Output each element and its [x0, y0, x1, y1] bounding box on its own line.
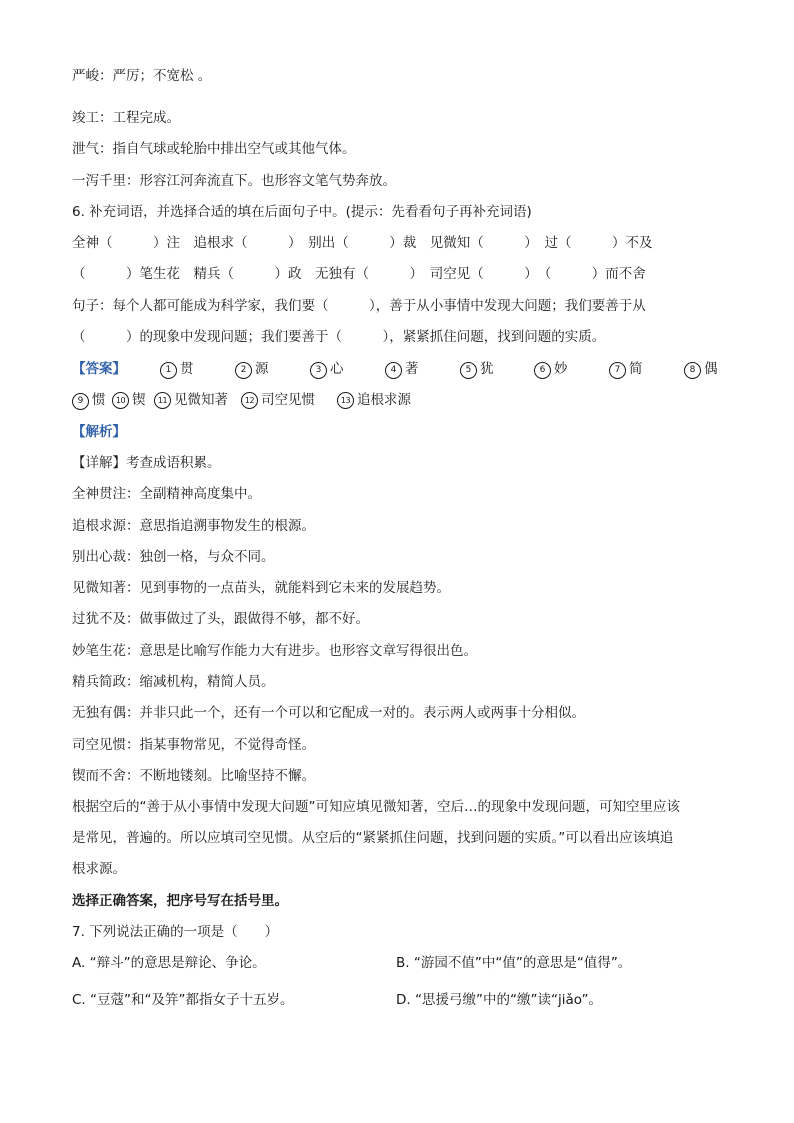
circled-number: 4: [385, 362, 402, 379]
idiom-definition: 妙笔生花：意思是比喻写作能力大有进步。也形容文章写得很出色。: [72, 643, 477, 659]
definition-line: 严峻：严厉；不宽松 。: [72, 68, 212, 84]
analysis-label: 【解析】: [72, 424, 126, 440]
circled-number: 12: [241, 392, 258, 409]
answer-item: 1 贯: [160, 359, 194, 379]
answer-item: 5 犹: [460, 359, 494, 379]
answer-item: 13 追根求源: [337, 390, 411, 410]
idiom-definition: 司空见惯：指某事物常见，不觉得奇怪。: [72, 737, 315, 753]
question-7-title: 7. 下列说法正确的一项是（ ）: [72, 924, 279, 940]
circled-number: 7: [609, 362, 626, 379]
idiom-definition: 锲而不舍：不断地镂刻。比喻坚持不懈。: [72, 768, 315, 784]
option-b: B. “游园不值”中“值”的意思是“值得”。: [396, 955, 632, 971]
answer-item: 10 锲: [112, 390, 146, 410]
idiom-definition: 无独有偶：并非只此一个，还有一个可以和它配成一对的。表示两人或两事十分相似。: [72, 705, 585, 721]
analysis-detail: 【详解】考查成语积累。: [72, 455, 221, 471]
idiom-definition: 别出心裁：独创一格，与众不同。: [72, 549, 275, 565]
answer-item: 11 见微知著: [154, 390, 228, 410]
analysis-conclusion: 根求源。: [72, 861, 126, 877]
idiom-definition: 追根求源：意思指追溯事物发生的根源。: [72, 518, 315, 534]
answer-item: 3 心: [310, 359, 344, 379]
answer-item: 2 源: [235, 359, 269, 379]
circled-number: 9: [72, 393, 89, 410]
answer-item: 8 偶: [684, 359, 718, 379]
circled-number: 5: [460, 362, 477, 379]
answer-item: 12 司空见惯: [241, 390, 315, 410]
circled-number: 8: [684, 362, 701, 379]
circled-number: 11: [154, 392, 171, 409]
question-6-sentence-1: 句子：每个人都可能成为科学家，我们要（ ），善于从小事情中发现大问题；我们要善于从: [72, 298, 646, 314]
answer-item: 9 惯: [72, 390, 106, 410]
question-7-options-row-2: [72, 990, 732, 1010]
analysis-conclusion: 是常见，普遍的。所以应填司空见惯。从空后的“紧紧抓住问题，找到问题的实质。”可以看出应该填追: [72, 830, 674, 846]
answer-item: 6 妙: [534, 359, 568, 379]
idiom-definition: 精兵简政：缩减机构，精简人员。: [72, 674, 275, 690]
definition-line: 泄气：指自气球或轮胎中排出空气或其他气体。: [72, 141, 356, 157]
circled-number: 1: [160, 362, 177, 379]
circled-number: 3: [310, 362, 327, 379]
definition-line: 竣工：工程完成。: [72, 110, 180, 126]
question-6-words-row-2: （ ）笔生花 精兵（ ）政 无独有（ ） 司空见（ ） （ ）而不舍: [72, 266, 646, 282]
option-d: D. “思援弓缴”中的“缴”读“jiǎo”。: [396, 992, 602, 1008]
section-heading: 选择正确答案，把序号写在括号里。: [72, 893, 288, 909]
question-6-sentence-2: （ ）的现象中发现问题；我们要善于（ ），紧紧抓住问题，找到问题的实质。: [72, 329, 606, 345]
idiom-definition: 全神贯注：全副精神高度集中。: [72, 486, 261, 502]
analysis-conclusion: 根据空后的“善于从小事情中发现大问题”可知应填见微知著，空后…的现象中发现问题，可知空里应该: [72, 799, 680, 815]
answer-row-1: [72, 359, 718, 379]
circled-number: 10: [112, 392, 129, 409]
circled-number: 6: [534, 362, 551, 379]
idiom-definition: 过犹不及：做事做过了头，跟做得不够，都不好。: [72, 611, 369, 627]
answer-label: 【答案】: [72, 361, 126, 377]
option-a: A. “辩斗”的意思是辩论、争论。: [72, 955, 266, 971]
circled-number: 2: [235, 362, 252, 379]
option-c: C. “豆蔻”和“及笄”都指女子十五岁。: [72, 992, 294, 1008]
question-7-options-row-1: [72, 953, 732, 973]
idiom-definition: 见微知著：见到事物的一点苗头，就能料到它未来的发展趋势。: [72, 580, 450, 596]
definition-line: 一泻千里：形容江河奔流直下。也形容文笔气势奔放。: [72, 173, 396, 189]
question-6-title: 6. 补充词语，并选择合适的填在后面句子中。(提示：先看看句子再补充词语): [72, 204, 532, 220]
question-6-words-row-1: 全神（ ）注 追根求（ ） 别出（ ）裁 见微知（ ） 过（ ）不及: [72, 235, 653, 251]
answer-item: 4 著: [385, 359, 419, 379]
circled-number: 13: [337, 392, 354, 409]
answer-item: 7 简: [609, 359, 643, 379]
